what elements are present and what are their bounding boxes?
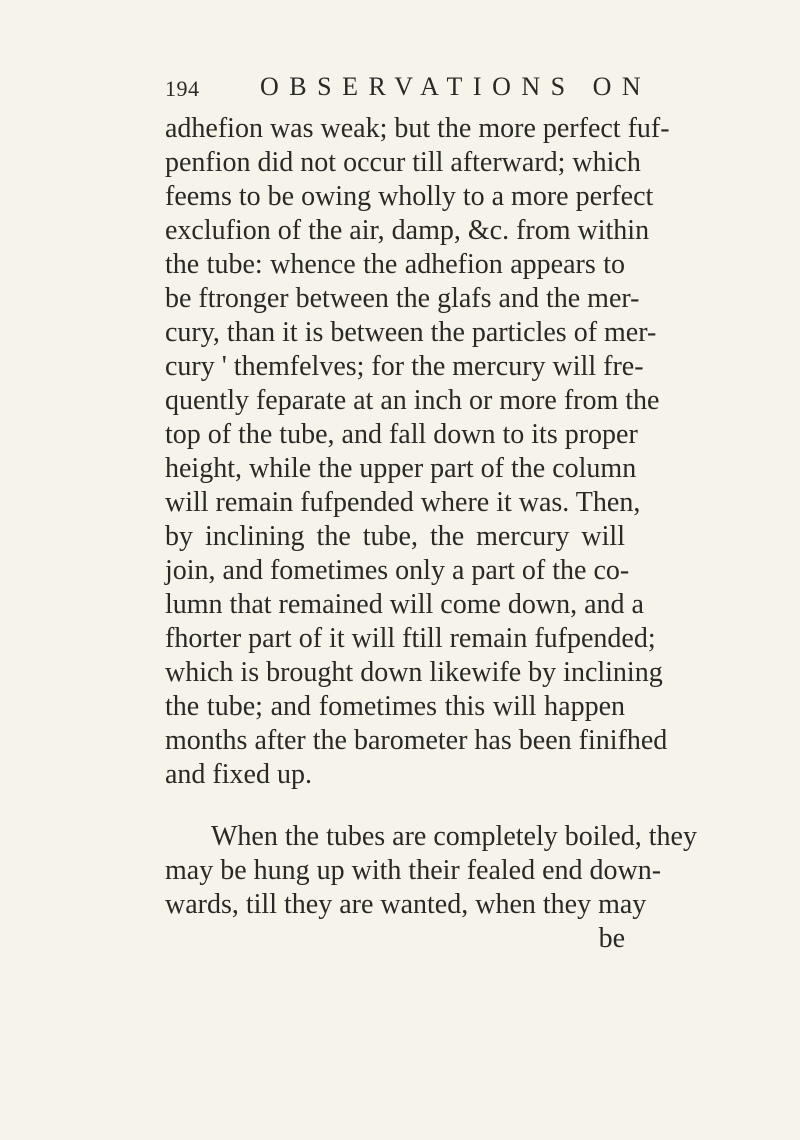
- running-title: OBSERVATIONS ON: [260, 72, 652, 101]
- text-line: and fixed up.: [165, 759, 312, 790]
- paragraph-gap: [165, 792, 625, 820]
- paragraph-2: [165, 820, 697, 956]
- catchword: be: [598, 923, 625, 954]
- text-line: top of the tube, and fall down to its proper: [165, 419, 638, 450]
- text-line: lumn that remained will come down, and a: [165, 589, 644, 620]
- text-line: the tube; and fometimes this will happen: [165, 691, 625, 722]
- text-line: be ftronger between the glafs and the mer-: [165, 283, 640, 314]
- body-text: [165, 112, 697, 956]
- text-line: feems to be owing wholly to a more perfect: [165, 181, 654, 212]
- text-line: join, and fometimes only a part of the co-: [165, 555, 630, 586]
- running-head: [165, 72, 652, 112]
- text-line: height, while the upper part of the column: [165, 453, 637, 484]
- text-line: may be hung up with their fealed end down-: [165, 855, 662, 886]
- text-line: quently feparate at an inch or more from the: [165, 385, 660, 416]
- text-line: cury ' themfelves; for the mercury will fre-: [165, 351, 644, 382]
- text-line: fhorter part of it will ftill remain fufpended;: [165, 623, 656, 654]
- text-line: will remain fufpended where it was. Then,: [165, 487, 641, 518]
- paragraph-1: [165, 112, 670, 792]
- text-line: exclufion of the air, damp, &c. from within: [165, 215, 650, 246]
- text-line: by inclining the tube, the mercury will: [165, 521, 625, 552]
- text-line: adhefion was weak; but the more perfect fuf-: [165, 113, 670, 144]
- text-line: penfion did not occur till afterward; which: [165, 147, 641, 178]
- page-number: 194: [165, 76, 200, 101]
- text-line: When the tubes are completely boiled, they: [211, 821, 697, 852]
- text-line: months after the barometer has been finifhed: [165, 725, 668, 756]
- text-line: the tube: whence the adhefion appears to: [165, 249, 625, 280]
- text-line: wards, till they are wanted, when they may: [165, 889, 647, 920]
- text-line: which is brought down likewife by inclining: [165, 657, 663, 688]
- text-line: cury, than it is between the particles of mer-: [165, 317, 657, 348]
